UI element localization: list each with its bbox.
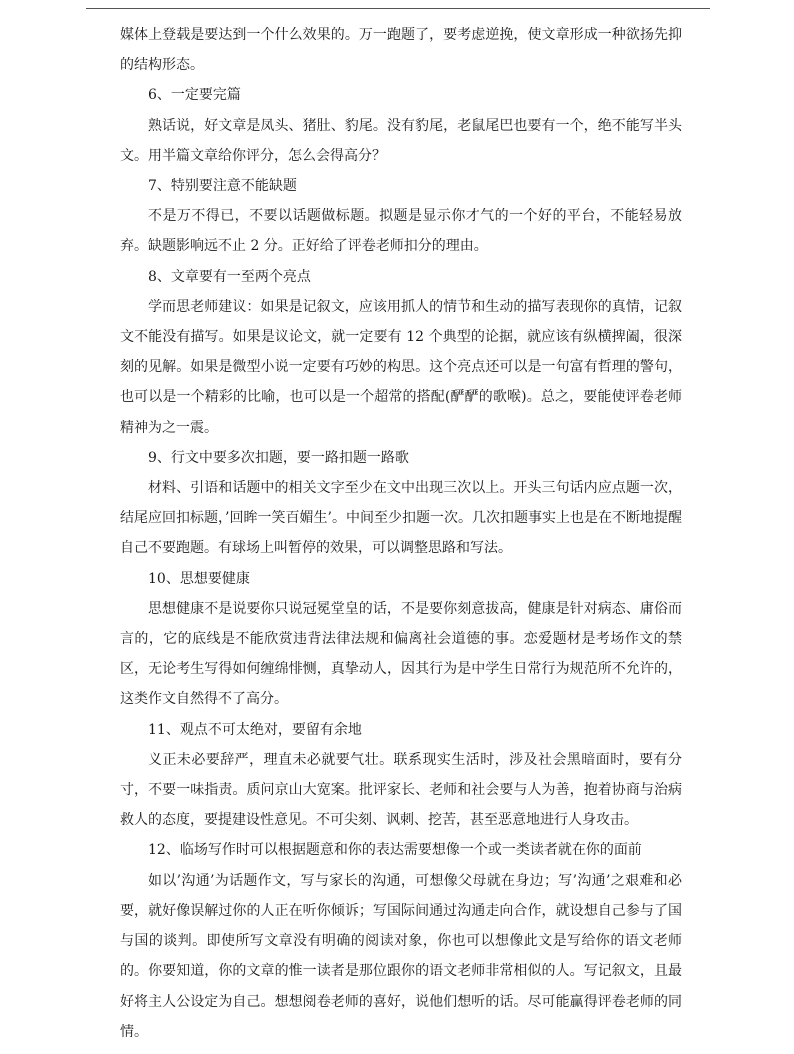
section-heading-7: 7、特别要注意不能缺题 xyxy=(148,178,297,195)
paragraph-11: 义正未必要辞严，理直未必就要气壮。联系现实生活时，涉及社会黑暗面时，要有分寸，不要一味指责。质问京山大宽案。批评家长、老师和社会要与人为善，抱着协商与治病救人的态度，要提建设性意见。不可尖刻、讽刺、挖苦，甚至恶意地进行人身攻击。 xyxy=(120,751,682,829)
paragraph-12: 如以’沟通’为话题作文，写与家长的沟通，可想像父母就在身边；写’沟通’之艰难和必要，就好像误解过你的人正在听你倾诉；写国际间通过沟通走向合作，就设想自己参与了国与国的谈判。即使所写文章没有明确的阅读对象，你也可以想像此文是写给你的语文老师的。你要知道，你的文章的惟一读者是那位跟你的语文老师非常相似的人。写记叙文，且最好将主人公设定为自己。想想阅卷老师的喜好，说他们想听的话。尽可能赢得评卷老师的同情。 xyxy=(120,872,682,1040)
section-heading-6: 6、一定要完篇 xyxy=(148,87,241,104)
header-rule xyxy=(86,8,710,9)
paragraph-10: 思想健康不是说要你只说冠冕堂皇的话，不是要你刻意拔高，健康是针对病态、庸俗而言的，它的底线是不能欣赏违背法律法规和偏离社会道德的事。恋爱题材是考场作文的禁区，无论考生写得如何缠绵悱恻，真挚动人，因其行为是中学生日常行为规范所不允许的，这类作文自然得不了高分。 xyxy=(120,600,682,708)
document-body xyxy=(120,20,682,1047)
section-heading-11: 11、观点不可太绝对，要留有余地 xyxy=(148,721,362,738)
paragraph-9: 材料、引语和话题中的相关文字至少在文中出现三次以上。开头三句话内应点题一次，结尾应回扣标题，’回眸一笑百媚生’。中间至少扣题一次。几次扣题事实上也是在不断地提醒自己不要跑题。有球场上叫暂停的效果，可以调整思路和写法。 xyxy=(120,480,682,557)
paragraph-8: 学而思老师建议：如果是记叙文，应该用抓人的情节和生动的描写表现你的真情，记叙文不能没有描写。如果是议论文，就一定要有 12 个典型的论据，就应该有纵横捭阖，很深刻的见解。如果是微型小说一定要有巧妙的构思。这个亮点还可以是一句富有哲理的警句，也可以是一个精彩的比喻，也可以是一个超常的搭配(酽酽的歌喉)。总之，要能使评卷老师精神为之一震。 xyxy=(120,298,682,436)
paragraph-6: 熟话说，好文章是凤头、猪肚、豹尾。没有豹尾，老鼠尾巴也要有一个，绝不能写半头文。用半篇文章给你评分，怎么会得高分？ xyxy=(120,117,682,164)
section-heading-8: 8、文章要有一至两个亮点 xyxy=(148,268,311,285)
section-heading-9: 9、行文中要多次扣题，要一路扣题一路歌 xyxy=(148,449,409,466)
section-heading-10: 10、思想要健康 xyxy=(148,570,250,587)
paragraph-7: 不是万不得已，不要以话题做标题。拟题是显示你才气的一个好的平台，不能轻易放弃。缺题影响远不止 2 分。正好给了评卷老师扣分的理由。 xyxy=(120,208,682,255)
paragraph-continuation: 媒体上登载是要达到一个什么效果的。万一跑题了，要考虑逆挽，使文章形成一种欲扬先抑的结构形态。 xyxy=(120,27,682,74)
section-heading-12: 12、临场写作时可以根据题意和你的表达需要想像一个或一类读者就在你的面前 xyxy=(148,842,642,859)
